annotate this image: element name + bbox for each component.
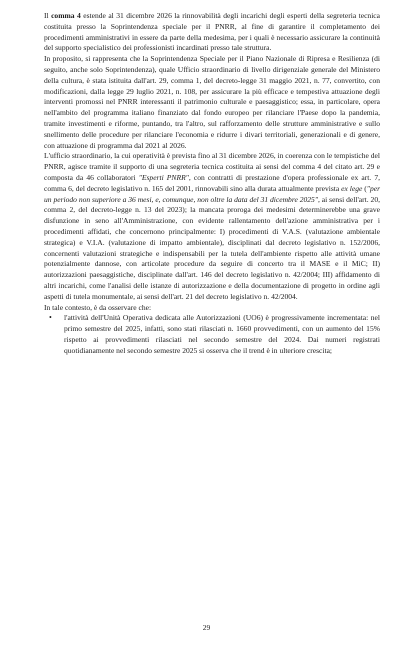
text-run: estende al 31 dicembre 2026 la rinnovabilità degli incarichi degli esperti della segreteria tecnica costituita presso la Soprintendenza speciale per il PNRR, al fine di garantire il completamento dei procedimenti amministrativi in essere da parte della medesima, per i quali è necessario assicurare la continuità del supporto specialistico dei professionisti incardinati presso tale struttura. xyxy=(44,11,380,53)
text-run: In proposito, si rappresenta che la Soprintendenza Speciale per il Piano Nazionale di Ripresa e Resilienza (di seguito, anche solo Soprintendenza), quale Ufficio straordinario di livello dirigenziale generale del Ministero della cultura, è stata istituita dall'art. 29, comma 1, del decreto-legge 31 maggio 2021, n. 77, convertito, con modificazioni, dalla legge 29 luglio 2021, n. 108, per assicurare la più efficace e tempestiva attuazione degli interventi promossi nel PNRR interessanti il patrimonio culturale e paesaggistico; essa, in particolare, opera nell'ambito del programma italiano finanziato dal fondo europeo per rilanciare l'Paese dopo la pandemia, tramite investimenti e riforme, puntando, tra l'altro, sul rafforzamento delle strutture amministrative e sullo snellimento delle procedure per rilanciare l'economia e ridurre i divari territoriali, generazionali e di genere, con attuazione di programma dal 2021 al 2026. xyxy=(44,54,380,150)
bullet-marker: • xyxy=(49,313,52,323)
italic-text: "Esperti PNRR" xyxy=(138,172,189,182)
document-body xyxy=(44,11,380,313)
italic-text: ex lege xyxy=(341,183,363,193)
italic-text: "per un periodo non superiore a 36 mesi, e, comunque, non oltre la data del 31 dicembre 2025" xyxy=(44,183,381,204)
text-run: ( xyxy=(362,183,367,193)
paragraph xyxy=(44,151,380,302)
text-run: In tale contesto, è da osservare che: xyxy=(44,302,152,312)
text-run: L'ufficio straordinario, la cui operatività è prevista fino al 31 dicembre 2026, in coerenza con le tempistiche del PNRR, agisce tramite il supporto di una segreteria tecnica costituita ai sensi del comma 4 del citato art. 29 e composta da 46 collaboratori xyxy=(44,151,380,182)
text-run: , ai sensi dell'art. 20, comma 2, del decreto-legge n. 13 del 2023); la mancata proroga dei medesimi determinerebbe una grave disfunzione in seno all'Amministrazione, con evidente rallentamento dell'azione amministrativa per i procedimenti affidati, che concernono principalmente: I) procedimenti di V.A.S. (valutazione ambientale strategica) e V.I.A. (valutazione di impatto ambientale), disciplinati dal decreto legislativo n. 152/2006, concernenti valutazioni strategiche e indispensabili per la tutela dell'ambiente rispetto alle attività umane potenzialmente dannose, con articolate procedure da seguire di concerto tra il MASE e il MiC; II) autorizzazioni paesaggistiche, disciplinate dall'art. 146 del decreto legislativo n. 42/2004; III) affidamento di altri incarichi, come l'analisi delle istanze di autorizzazione e della documentazione di progetto in ordine agli aspetti di tutela monumentale, ai sensi dell'art. 21 del decreto legislativo n. 42/2004. xyxy=(44,194,380,301)
list-item-text: l'attività dell'Unità Operativa dedicata alle Autorizzazioni (UO6) è progressivamente incrementata: nel primo semestre del 2025, infatti, sono stati rilasciati n. 1660 provvedimenti, con un aumento del 15% rispetto ai provvedimenti rilasciati nel secondo semestre del 2024. Dai numeri registrati quotidianamente nel secondo semestre 2025 si osserva che il trend è in ulteriore crescita; xyxy=(64,313,380,355)
paragraph xyxy=(44,303,380,314)
bold-text: comma 4 xyxy=(51,11,81,20)
bullet-list xyxy=(44,313,380,356)
text-run: Il xyxy=(44,11,52,20)
paragraph xyxy=(44,54,380,151)
page-number: 29 xyxy=(202,623,211,632)
text-run: , con contratti di prestazione d'opera professionale ex art. 7, comma 6, del decreto legislativo n. 165 del 2001, rinnovabili sino alla durata attualmente prevista xyxy=(44,172,380,193)
paragraph xyxy=(44,11,380,54)
list-item xyxy=(44,313,380,356)
